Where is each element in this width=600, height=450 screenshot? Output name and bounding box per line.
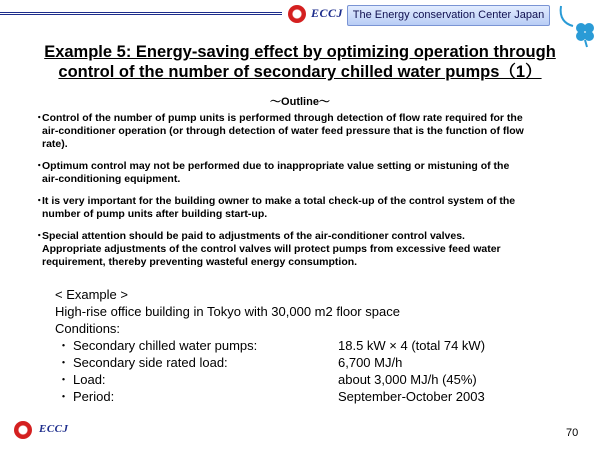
example-heading: < Example >: [55, 287, 128, 302]
footer-logo-text: ECCJ: [39, 423, 69, 435]
page-title: Example 5: Energy-saving effect by optimizing operation through control of the number of secondary chilled water pumps（1）: [44, 43, 556, 81]
condition-row: ・ Secondary chilled water pumps: 18.5 kW × 4 (total 74 kW): [57, 338, 486, 353]
condition-row: ・ Load: about 3,000 MJ/h (45%): [57, 372, 477, 387]
condition-row: ・ Period: September-October 2003: [57, 389, 485, 404]
eccj-logo-text: ECCJ: [311, 6, 344, 20]
condition-row: ・ Secondary side rated load: 6,700 MJ/h: [57, 355, 403, 370]
list-item: ・ Optimum control may not be performed due to inappropriate value setting or mistuning of the air-conditioning equipment.: [34, 160, 510, 185]
example-section: [55, 286, 575, 405]
example-description: High-rise office building in Tokyo with 30,000 m2 floor space: [55, 304, 400, 319]
header-rule: [0, 12, 282, 15]
outline-label: ～Outline～: [270, 96, 330, 108]
footer-logo-icon: [14, 421, 32, 439]
list-item: ・ It is very important for the building owner to make a total check-up of the control system of the number of pump units after building start-up.: [34, 195, 516, 220]
outline-list: [34, 112, 584, 278]
eccj-logo-icon: [288, 5, 306, 23]
page-number: 70: [566, 427, 579, 439]
list-item: ・ Special attention should be paid to adjustments of the air-conditioner control valves. Appropriate adjustments of the control valves will protect pumps from excessive feed water requirement, thereby preventing wasteful energy consumption.: [34, 230, 501, 268]
org-name-badge: The Energy conservation Center Japan: [347, 5, 550, 26]
list-item: ・ Control of the number of pump units is performed through detection of flow rate required for the air-conditioner operation (or through detection of water feed pressure that is the function of flow rate).: [34, 112, 524, 150]
conditions-label: Conditions:: [55, 321, 121, 336]
